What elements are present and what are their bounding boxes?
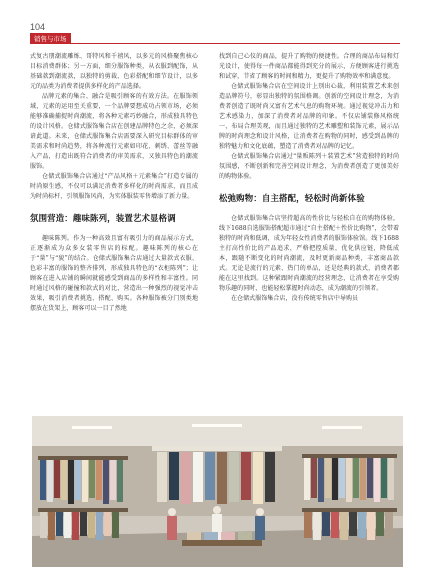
body-paragraph: 在仓储式服饰集合店，没有传统零售店中导购员: [231, 295, 359, 302]
section-heading: 氛围营造：趣味陈列，装置艺术显格调: [30, 213, 176, 223]
page-number: 104: [30, 22, 46, 32]
body-paragraph: 式复古朋潮流雕炼、哥特风和千禧风，以多元的风格聚焦核心目标消费群体；另一方面，细分服饰种类，从衣服到配饰，从基础款到潮流款，以独特的剪裁、色彩搭配和细节设计，以多元的品类为消费者提供多样化的产品选择。: [30, 53, 198, 90]
body-paragraph: 仓储式服饰集合店在空间设计上别出心裁，利用装置艺术来创造品牌符号，彰显出独特的氛围格调。创新的空间设计理念，为消费者创造了既时尚又富有艺术气息的购物环境。通过视觉冲击力和艺术感染力，加深了消费者对品牌的印象。不仅店铺装修风格统一，布局合理美观，而且通过独特的艺术雕塑和装饰元素，展示品牌的时尚理念和设计风格，让消费者在购物的同时，感受到品牌的独特魅力和文化底蕴，塑造了消费者对品牌的记忆。: [219, 83, 399, 150]
header-divider: [30, 43, 400, 44]
store-interior-photo: [32, 416, 403, 567]
body-paragraph: 找到自己心仪的商品，提升了购物的便捷性。合理的商品布局和灯光设计，使得每一件商品都能得到充分的展示，方便顾客进行挑选和试穿，节省了顾客的时间和精力，更提升了购物效率和满意度。: [219, 53, 399, 80]
body-paragraph: 品牌元素的集合、融合是吸引顾客的有效方法。在服饰领域，元素的运用至关重要，一个品牌要想成功占领市场，必须能够准确捕捉时尚潮流，将各种元素巧妙融合，形成独具特色的设计风格。仓储式服饰集合店在创建品牌特色之余，必须深谙此道。未来，仓储式服饰集合店需要深入研究目标群体的审美需求和时尚趋势，将各种流行元素如印花、刺绣、蕾丝等融入产品，打造出既符合消费者的审美需求，又独具特色的潮流服饰。: [30, 93, 198, 170]
left-column: [30, 52, 198, 314]
body-paragraph: 仓储式服饰集合店通过“量贩陈列＋装置艺术”营造独特的时尚氛围感，不断创新和完善空间设计理念，为消费者创造了更加美好的购物体验。: [219, 153, 399, 180]
body-paragraph: 仓储式服饰集合店坚持超高的性价比与轻松自在的购物体验，线下1688自选服饰搭配超市通过“自主搭配＋性价比购物”，会带着独特的时尚和低调，成为年轻女性消费者的服饰体验馆。线下1688主打高性价比的产品追求，严格把控质量，优化供应链，降低成本，跟随不断变化的时尚潮流，及时更新商品种类，丰富商品款式。无论是流行的元素、热门的单品，还是经典的款式，消费者都能在这里找到。这种紧跟时尚潮流的经营理念，让消费者在享受购物乐趣的同时，也能轻松掌握时尚动态，成为潮流的引领者。: [219, 215, 399, 292]
body-paragraph: 趣味陈列。作为一种高效且富有吸引力的商品展示方式，正逐渐成为众多女装零售店的标配。趣味陈列的核心在于“量”与“貌”的结合。仓储式服饰集合店通过大量款式衣服、色彩丰富的服饰的整齐排列，形成独具特色的“衣柜陈列”；让顾客在进入店铺的瞬间就能感受到商品的多样性和丰富性。同时通过风格的碰撞和款式的对比，营造出一种强烈的视觉冲击效果，吸引消费者挑选、搭配、购买。各种服饰被分门别类地摆放在货架上，顾客可以一目了然地: [30, 235, 198, 312]
section-tab: 销售与市场: [30, 33, 71, 44]
section-heading: 松弛购物：自主搭配，轻松时尚新体验: [219, 193, 365, 203]
body-paragraph: 仓储式服饰集合店通过“产品风格＋元素集合”打造专属的时尚原生感，不仅可以满足消费者多样化的时尚需求，而且成为时尚标杆，引领服饰风尚，为实体服装零售增添了新力量。: [30, 173, 198, 200]
right-column: [219, 52, 399, 304]
